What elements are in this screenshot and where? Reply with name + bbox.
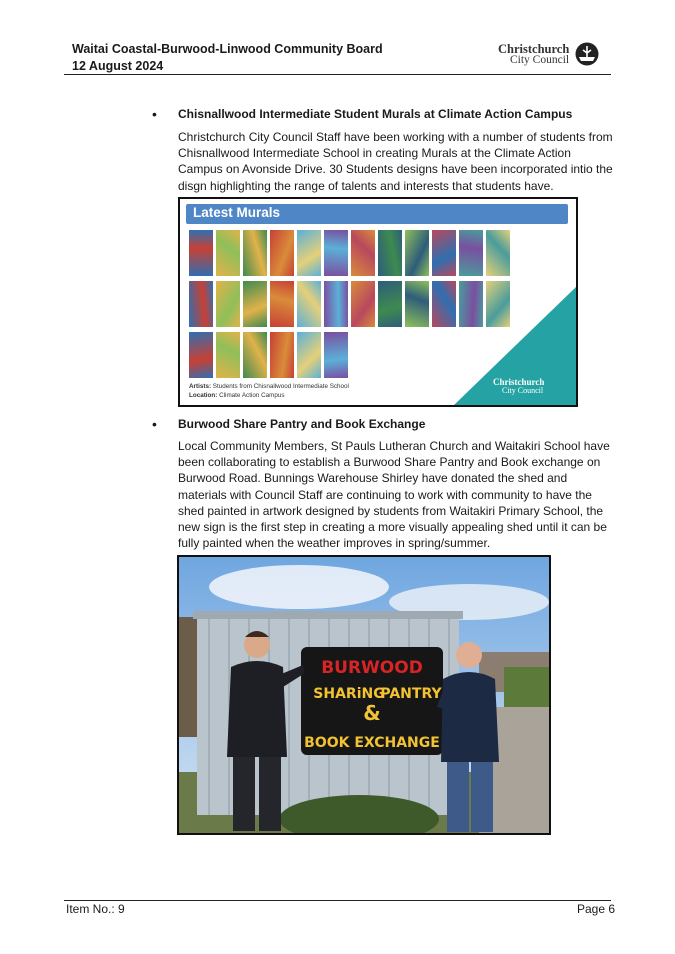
section-body-murals: Christchurch City Council Staff have been working with a number of students from Chisnallwood Intermediate School in creating Murals at the Climate Action Campus on Avonside Drive. 30 Students designs have been incorporated intio the disgn highlighting the range of talents and interests that students have. bbox=[178, 130, 613, 193]
board-name: Waitai Coastal-Burwood-Linwood Community Board bbox=[72, 42, 383, 56]
pantry-photo bbox=[177, 555, 551, 835]
meeting-date: 12 August 2024 bbox=[72, 59, 164, 73]
section-body-pantry: Local Community Members, St Pauls Lutheran Church and Waitakiri School have been collaborating to establish a Burwood Share Pantry and Book exchange on Burwood Road. Bunnings Warehouse Shirley have donated the shed and materials with Council Staff are continuing to work with community to have the shed painted in artwork designed by students from Waitakiri Primary School, the new sign is the first step in creating a more visually appealing shed until it can be fully painted when the weather improves in spring/summer. bbox=[178, 439, 610, 551]
mural-thumbnail bbox=[432, 281, 456, 327]
mural-thumbnail bbox=[432, 230, 456, 276]
mural-thumbnail bbox=[351, 230, 375, 276]
slide-logo-line2: City Council bbox=[502, 386, 544, 395]
mural-thumbnail bbox=[297, 230, 321, 276]
sign-line1: BURWOOD bbox=[321, 658, 423, 678]
bullet-icon: • bbox=[152, 416, 157, 432]
mural-thumbnail bbox=[270, 230, 294, 276]
item-number: Item No.: 9 bbox=[66, 902, 125, 916]
mural-thumbnail bbox=[378, 230, 402, 276]
slide-heading-bar bbox=[186, 204, 568, 224]
logo-line1: Christchurch bbox=[498, 42, 570, 56]
mural-thumbnail bbox=[243, 332, 267, 378]
mural-thumbnail bbox=[324, 281, 348, 327]
sign-line5: BOOK EXCHANGE bbox=[304, 735, 440, 751]
mural-thumbnail bbox=[270, 332, 294, 378]
sign-line4: & bbox=[363, 701, 381, 725]
section-title-murals: Chisnallwood Intermediate Student Murals at Climate Action Campus bbox=[178, 107, 573, 121]
artists-label: Artists: bbox=[189, 383, 212, 390]
mural-thumbnail bbox=[243, 281, 267, 327]
mural-thumbnail bbox=[324, 332, 348, 378]
pantry-photo-illustration bbox=[179, 557, 549, 833]
slide-artists-note bbox=[189, 383, 349, 390]
murals-slide-image bbox=[178, 197, 578, 407]
mural-thumbnail bbox=[189, 332, 213, 378]
mural-thumbnail bbox=[189, 281, 213, 327]
mural-thumbnail bbox=[351, 281, 375, 327]
header-rule bbox=[64, 74, 611, 75]
location-label: Location: bbox=[189, 392, 218, 399]
location-value: Climate Action Campus bbox=[219, 392, 285, 399]
mural-thumbnail bbox=[216, 332, 240, 378]
mural-thumbnail bbox=[486, 230, 510, 276]
mural-thumbnail bbox=[324, 230, 348, 276]
mural-thumbnail bbox=[378, 281, 402, 327]
section-title-pantry: Burwood Share Pantry and Book Exchange bbox=[178, 417, 426, 431]
council-emblem-icon bbox=[575, 42, 599, 66]
sign-line2: SHARiNG bbox=[313, 686, 385, 702]
footer-rule bbox=[64, 900, 611, 901]
council-logo bbox=[498, 42, 600, 68]
artists-value: Students from Chisnallwood Intermediate School bbox=[212, 383, 349, 390]
mural-thumbnail bbox=[297, 281, 321, 327]
sign-line3: PANTRY bbox=[380, 686, 442, 702]
mural-thumbnail bbox=[270, 281, 294, 327]
mural-thumbnail bbox=[243, 230, 267, 276]
mural-thumbnail bbox=[216, 281, 240, 327]
slide-logo-line1: Christchurch bbox=[493, 377, 545, 387]
mural-thumbnail bbox=[459, 230, 483, 276]
mural-thumbnail bbox=[405, 230, 429, 276]
mural-thumbnail bbox=[189, 230, 213, 276]
header-title-block bbox=[72, 41, 383, 75]
slide-heading: Latest Murals bbox=[193, 205, 281, 220]
page-number: Page 6 bbox=[577, 902, 616, 916]
slide-location-note bbox=[189, 392, 285, 399]
mural-thumbnail bbox=[405, 281, 429, 327]
logo-line2: City Council bbox=[510, 54, 570, 66]
bullet-icon: • bbox=[152, 106, 157, 122]
mural-thumbnail bbox=[216, 230, 240, 276]
mural-thumbnail bbox=[297, 332, 321, 378]
